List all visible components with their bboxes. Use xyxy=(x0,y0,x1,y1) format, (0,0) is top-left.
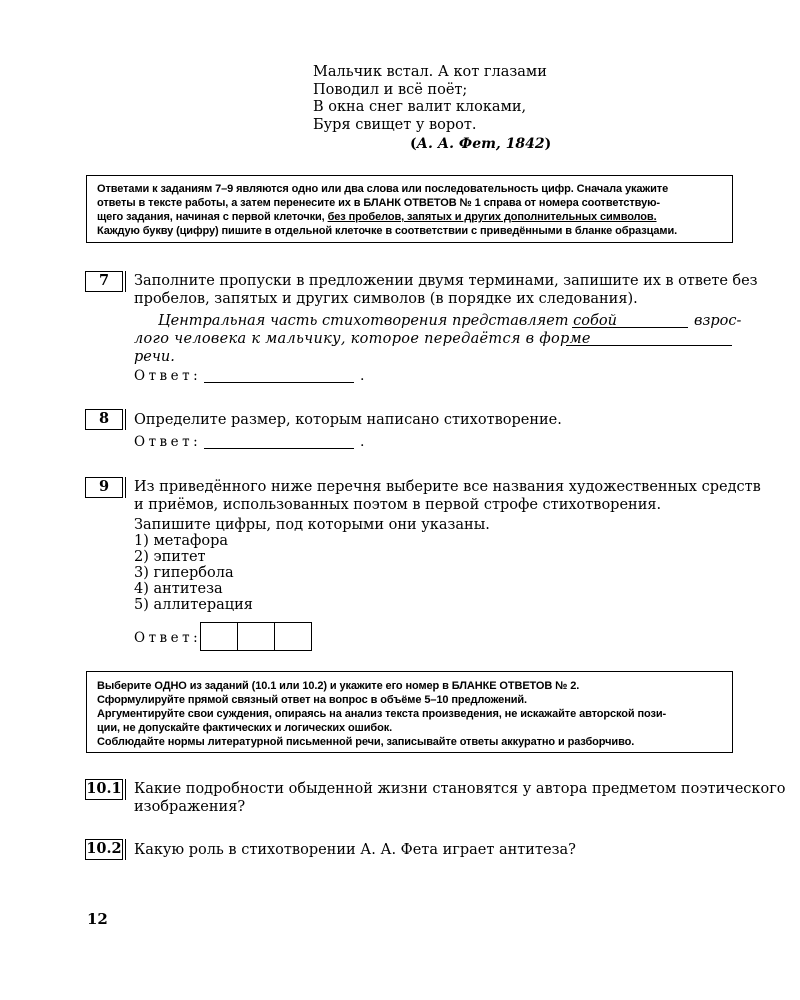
task-number-10-2: 10.2 xyxy=(85,839,123,860)
attribution-author: А. А. Фет, xyxy=(416,136,501,152)
answer-cell[interactable] xyxy=(237,622,275,651)
task9-text-line: и приёмов, использованных поэтом в первой строфе стихотворения. xyxy=(134,497,662,513)
poem-line: Буря свищет у ворот. xyxy=(313,116,477,133)
instruction-line: Соблюдайте нормы литературной письменной речи, записывайте ответы аккуратно и разборчиво. xyxy=(97,736,635,748)
instruction-line: Каждую букву (цифру) пишите в отдельной клеточке в соответствии с приведёнными в бланке образцами. xyxy=(97,225,678,237)
option-item: 1) метафора xyxy=(134,533,229,549)
task9-text xyxy=(134,478,761,514)
page-number: 12 xyxy=(87,910,108,928)
task-number-8: 8 xyxy=(85,409,123,430)
period: . xyxy=(360,434,365,450)
task10-1-text xyxy=(134,780,786,816)
task10-1-text-line: Какие подробности обыденной жизни становятся у автора предметом поэтического xyxy=(134,781,786,797)
blank-1 xyxy=(572,327,688,328)
task9-options xyxy=(134,533,253,613)
instruction-line: ответы в тексте работы, а затем перенесите их в БЛАНК ОТВЕТОВ № 1 справа от номера соответствую- xyxy=(97,197,660,209)
instructions-box-10 xyxy=(86,671,733,753)
task7-sentence-part1: Центральная часть стихотворения представляет собой xyxy=(158,313,617,329)
task10-1-text-line: изображения? xyxy=(134,799,246,815)
poem-line: В окна снег валит клоками, xyxy=(313,99,527,115)
answer-cell[interactable] xyxy=(200,622,238,651)
instruction-line: ции, не допускайте фактических и логических ошибок. xyxy=(97,722,393,734)
task7-answer-field[interactable] xyxy=(204,382,354,383)
period: . xyxy=(360,368,365,384)
poem xyxy=(313,64,613,134)
option-item: 5) аллитерация xyxy=(134,597,253,613)
blank-2 xyxy=(566,345,732,346)
task-number-9: 9 xyxy=(85,477,123,498)
instruction-line xyxy=(97,210,722,224)
instruction-line: Ответами к заданиям 7–9 являются одно или два слова или последовательность цифр. Сначала укажите xyxy=(97,183,669,195)
task7-sentence-line3: речи. xyxy=(134,349,175,365)
instruction-text: щего задания, начиная с первой клеточки, xyxy=(97,211,328,223)
instruction-line: Аргументируйте свои суждения, опираясь на анализ текста произведения, не искажайте авторской пози- xyxy=(97,708,667,720)
task10-2-text: Какую роль в стихотворении А. А. Фета играет антитеза? xyxy=(134,842,576,858)
task8-text: Определите размер, которым написано стихотворение. xyxy=(134,412,562,428)
task7-text-line: Заполните пропуски в предложении двумя терминами, запишите их в ответе без xyxy=(134,273,758,289)
task-divider xyxy=(125,779,126,800)
task-divider xyxy=(125,271,126,292)
task8-answer-field[interactable] xyxy=(204,448,354,449)
task-divider xyxy=(125,477,126,498)
task-divider xyxy=(125,839,126,860)
instruction-line: Выберите ОДНО из заданий (10.1 или 10.2) и укажите его номер в БЛАНКЕ ОТВЕТОВ № 2. xyxy=(97,680,580,692)
task8-answer-label: Ответ: xyxy=(134,434,202,450)
attribution-year: 1842 xyxy=(505,136,545,152)
task7-sentence-part2: взрос- xyxy=(694,313,742,329)
task7-text xyxy=(134,272,758,308)
instructions-box-7-9 xyxy=(86,175,733,243)
instruction-underlined-text: без пробелов, запятых и других дополнительных символов. xyxy=(327,211,657,223)
task-number-7: 7 xyxy=(85,271,123,292)
poem-line: Поводил и всё поёт; xyxy=(313,81,468,98)
instruction-line: Сформулируйте прямой связный ответ на вопрос в объёме 5–10 предложений. xyxy=(97,694,528,706)
answer-cell[interactable] xyxy=(274,622,312,651)
task7-answer-label: Ответ: xyxy=(134,368,202,384)
task9-answer-label: Ответ: xyxy=(134,630,202,646)
task-number-10-1: 10.1 xyxy=(85,779,123,800)
task9-text-line: Из приведённого ниже перечня выберите все названия художественных средств xyxy=(134,479,761,495)
poem-line: Мальчик встал. А кот глазами xyxy=(313,64,547,80)
task7-sentence-line2: лого человека к мальчику, которое передаётся в форме xyxy=(134,331,591,347)
poem-attribution: (А. А. Фет, 1842) xyxy=(410,136,552,152)
option-item: 4) антитеза xyxy=(134,581,223,597)
task7-text-line: пробелов, запятых и других символов (в порядке их следования). xyxy=(134,291,638,307)
task9-instruction: Запишите цифры, под которыми они указаны. xyxy=(134,517,490,533)
option-item: 2) эпитет xyxy=(134,549,206,565)
option-item: 3) гипербола xyxy=(134,565,234,581)
task-divider xyxy=(125,409,126,430)
